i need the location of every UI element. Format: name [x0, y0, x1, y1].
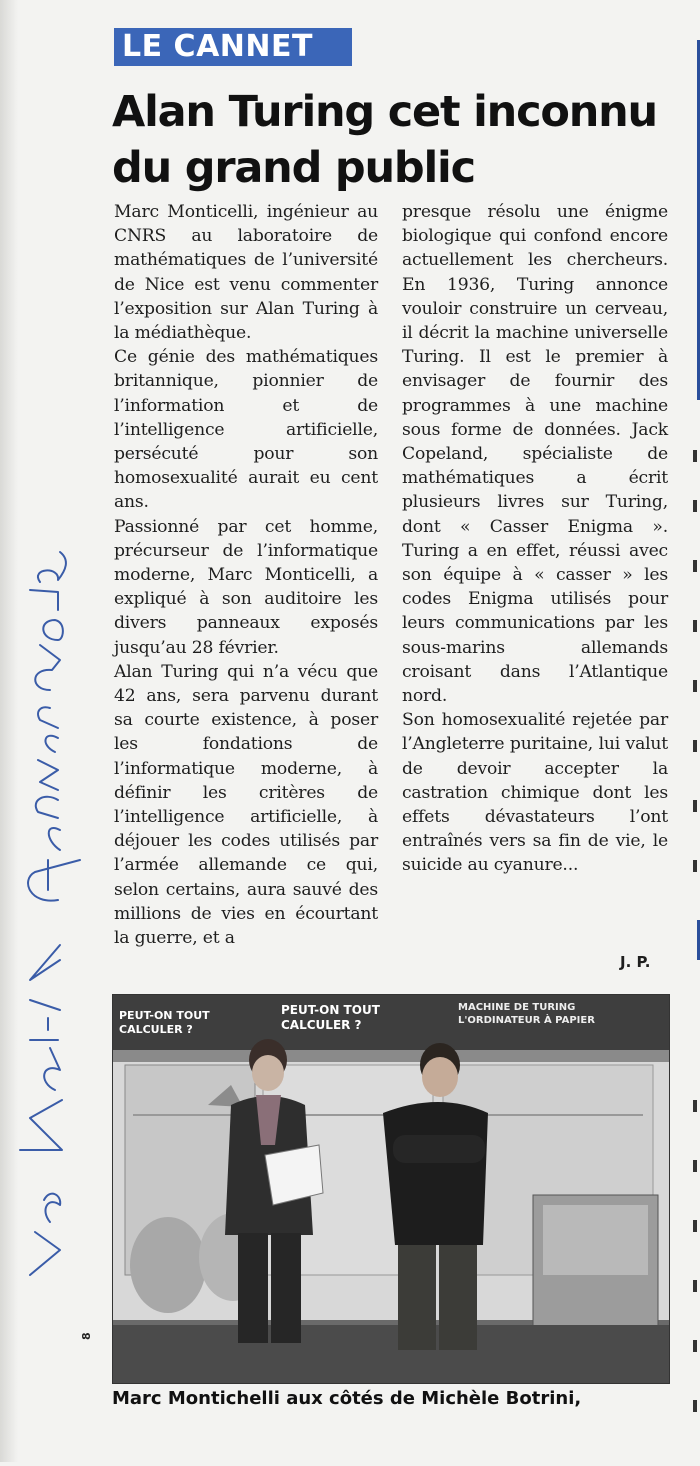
- page-number: 8: [80, 1332, 93, 1340]
- handwritten-annotation: [0, 0, 110, 1462]
- paragraph: Son homosexualité rejetée par l’Angleterre puritaine, lui valut de devoir accepter la castration chimique dont les effets dévastateurs l’ont entraînés vers sa fin de vie, le suicide au cyanure...: [402, 710, 668, 876]
- article-column-1: [114, 200, 378, 950]
- photo-caption: Marc Montichelli aux côtés de Michèle Botrini,: [112, 1388, 582, 1409]
- panel-sign-left: PEUT-ON TOUT CALCULER ?: [119, 1009, 210, 1036]
- article-headline: [112, 84, 672, 196]
- adjacent-page-edge: [683, 0, 700, 1462]
- article-column-2: [402, 200, 668, 878]
- panel-sign-middle: PEUT-ON TOUT CALCULER ?: [281, 1003, 380, 1032]
- paragraph: presque résolu une énigme biologique qui confond encore actuellement les chercheurs. En 1936, Turing annonce vouloir construire un cerveau, il décrit la machine universelle Turing. Il est le premier à envisager de fournir des programmes à une machine sous forme de données. Jack Copeland, spécialiste de mathématiques a écrit plusieurs livres sur Turing, dont « Casser Enigma ». Turing a en effet, réussi avec son équipe à « casser » les codes Enigma utilisés pour leurs communications par les sous-marins allemands croisant dans l’Atlantique nord.: [402, 202, 668, 707]
- author-signature: J. P.: [620, 953, 651, 971]
- paragraph: Passionné par cet homme, précurseur de l’informatique moderne, Marc Monticelli, a expliqué à son auditoire les divers panneaux exposés jusqu’au 28 février.: [114, 516, 378, 658]
- article-photo: [112, 994, 670, 1384]
- section-rubric: LE CANNET: [114, 28, 352, 66]
- headline-line-2: du grand public: [112, 143, 475, 193]
- panel-sign-right: MACHINE DE TURING L'ORDINATEUR À PAPIER: [458, 1002, 595, 1026]
- paragraph: Marc Monticelli, ingénieur au CNRS au laboratoire de mathématiques de l’université de Nice est venu commenter l’exposition sur Alan Turing à la médiathèque.: [114, 202, 378, 344]
- paragraph: Alan Turing qui n’a vécu que 42 ans, sera parvenu durant sa courte existence, à poser les fondations de l’informatique moderne, à définir les critères de l’intelligence artificielle, à déjouer les codes utilisés par l’armée allemande ce qui, selon certains, aura sauvé des millions de vies en écourtant la guerre, et a: [114, 661, 378, 949]
- paragraph: Ce génie des mathématiques britannique, pionnier de l’information et de l’intelligence artificielle, persécuté pour son homosexualité aurait eu cent ans.: [114, 347, 378, 513]
- headline-line-1: Alan Turing cet inconnu: [112, 87, 657, 137]
